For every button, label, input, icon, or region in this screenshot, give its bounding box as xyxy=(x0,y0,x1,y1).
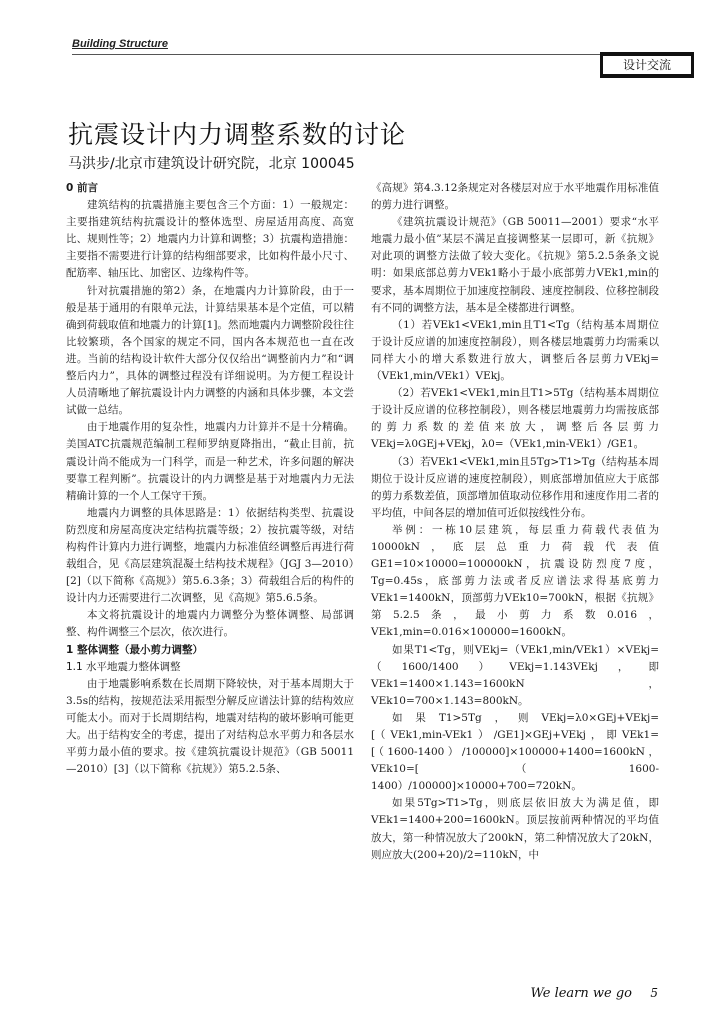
section-tag-label: 设计交流 xyxy=(603,56,691,74)
paragraph: 针对抗震措施的第2）条，在地震内力计算阶段，由于一般是基于通用的有限单元法，计算结果基本是个定值，可以精确到荷载取值和地震力的计算[1]。然而地震内力调整阶段往往比较繁琐，各个国家的规定不同，国内各本规范也一直在改进。当前的结构设计软件大部分仅仅给出“调整前内力”和“调整后内力”，具体的调整过程没有详细说明。为方便工程设计人员清晰地了解抗震设计内力调整的内涵和具体步骤，本文尝试做一总结。 xyxy=(66,284,354,417)
paragraph: （2）若VEk1<VEk1,min且T1>5Tg（结构基本周期位于设计反应谱的位移控制段），则各楼层地震剪力均需按底部的剪力系数的差值来放大，调整后各层剪力VEkj=λ0GEj+VEkj，λ0=（VEk1,min-VEk1）/GE1。 xyxy=(371,387,659,451)
subsection-heading: 1.1 水平地震力整体调整 xyxy=(66,660,181,673)
footer-motto: We learn we go xyxy=(530,986,632,1001)
paragraph: 如果5Tg>T1>Tg，则底层依旧放大为满足值，即VEk1=1400+200=1600kN。顶层按前两种情况的平均值放大，第一种情况放大了200kN，第二种情况放大了20kN，则应放大(200+20)/2=110kN，中 xyxy=(371,797,659,861)
paragraph: 如果T1<Tg，则VEkj=（VEk1,min/VEk1）×VEkj=（1600/1400）VEkj=1.143VEkj，即VEk1=1400×1.143=1600kN，VEk10=700×1.143=800kN。 xyxy=(371,643,659,707)
author-affiliation: 马洪步/北京市建筑设计研究院，北京 100045 xyxy=(68,156,355,172)
article-title: 抗震设计内力调整系数的讨论 xyxy=(68,120,407,149)
page-number: 5 xyxy=(650,986,658,1000)
paragraph: 举例：一栋10层建筑，每层重力荷载代表值为10000kN，底层总重力荷载代表值GE1=10×10000=100000kN，抗震设防烈度7度，Tg=0.45s，底部剪力法或者反应谱法求得基底剪力VEk1=1400kN，顶部剪力VEk10=700kN，根据《抗规》第5.2.5条，最小剪力系数0.016，VEk1,min=0.016×100000=1600kN。 xyxy=(371,523,659,639)
section-heading: 1 整体调整（最小剪力调整） xyxy=(66,643,203,656)
paragraph: 由于地震作用的复杂性，地震内力计算并不是十分精确。美国ATC抗震规范编制工程师罗纳夏降指出，“截止目前，抗震设计尚不能成为一门科学，而是一种艺术，许多问题的解决要靠工程判断”。抗震设计的内力调整是基于对地震内力无法精确计算的一个人工保守干预。 xyxy=(66,421,354,502)
journal-running-head: Building Structure xyxy=(72,38,168,50)
paragraph: 《建筑抗震设计规范》（GB 50011—2001）要求“水平地震力最小值”某层不满足直接调整某一层即可，新《抗规》对此项的调整方法做了较大变化。《抗规》第5.2.5条条文说明：如果底部总剪力VEk1略小于最小底部剪力VEk1,min的要求，基本周期位于加速度控制段、速度控制段、位移控制段有不同的调整方法，基本是全楼都进行调整。 xyxy=(371,216,659,314)
paragraph: 建筑结构的抗震措施主要包含三个方面：1）一般规定：主要指建筑结构抗震设计的整体选型、房屋适用高度、高宽比、规则性等；2）地震内力计算和调整；3）抗震构造措施：主要指不需要进行计算的结构细部要求，比如构件最小尺寸、配筋率、轴压比、加密区、边缘构件等。 xyxy=(66,199,354,280)
paragraph: （1）若VEk1<VEk1,min且T1<Tg（结构基本周期位于设计反应谱的加速度控制段），则各楼层地震剪力均需乘以同样大小的增大系数进行放大，调整后各层剪力VEkj=（VEk1,min/VEk1）VEkj。 xyxy=(371,318,659,383)
paragraph: 由于地震影响系数在长周期下降较快，对于基本周期大于3.5s的结构，按规范法采用振型分解反应谱法计算的结构效应可能太小。而对于长周期结构，地震对结构的破坏影响可能更大。出于结构安全的考虑，提出了对结构总水平剪力和各层水平剪力最小值的要求。按《建筑抗震设计规范》（GB 50011—2010）[3]（以下简称《抗规》）第5.2.5条、 xyxy=(66,677,354,776)
right-column xyxy=(371,180,659,864)
paragraph: 地震内力调整的具体思路是：1）依据结构类型、抗震设防烈度和房屋高度决定结构抗震等级；2）按抗震等级，对结构构件计算内力进行调整，地震内力标准值经调整后再进行荷载组合，见《高层建筑混凝土结构技术规程》（JGJ 3—2010）[2]（以下简称《高规》）第5.6.3条；3）荷载组合后的构件的设计内力还需要进行二次调整，见《高规》第5.6.5条。 xyxy=(66,506,354,605)
paragraph: 本文将抗震设计的地震内力调整分为整体调整、局部调整、构件调整三个层次，依次进行。 xyxy=(66,609,354,639)
paragraph: （3）若VEk1<VEk1,min且5Tg>T1>Tg（结构基本周期位于设计反应谱的速度控制段），则底部增加值应大于底部的剪力系数差值，顶部增加值取动位移作用和速度作用二者的平均值，中间各层的增加值可近似按线性分布。 xyxy=(371,455,659,519)
paragraph: 如果T1>5Tg，则VEkj=λ0×GEj+VEkj=[（VEk1,min-VEk1）/GE1]×GEj+VEkj，即VEk1=[（1600-1400）/100000]×100000+1400=1600kN，VEk10=[（1600-1400）/100000]×10000+700=720kN。 xyxy=(371,711,659,793)
left-column xyxy=(66,180,354,778)
paragraph-continued: 《高规》第4.3.12条规定对各楼层对应于水平地震作用标准值的剪力进行调整。 xyxy=(371,182,659,212)
section-tag xyxy=(600,52,694,78)
section-heading: 0 前言 xyxy=(66,182,98,194)
